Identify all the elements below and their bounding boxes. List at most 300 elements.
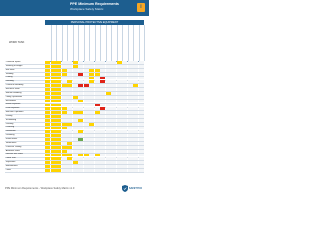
matrix-cell xyxy=(106,107,111,110)
matrix-cell xyxy=(67,69,72,72)
matrix-cell xyxy=(73,134,78,137)
matrix-cell xyxy=(106,115,111,118)
matrix-cell xyxy=(122,161,127,164)
matrix-cell xyxy=(117,61,122,64)
row-label: Manual Handling xyxy=(5,91,22,94)
matrix-cell xyxy=(67,157,72,160)
matrix-cell xyxy=(73,65,78,68)
row-label: Excavation xyxy=(5,99,16,102)
matrix-cell xyxy=(95,157,100,160)
matrix-cell xyxy=(111,77,116,80)
matrix-cell xyxy=(100,65,105,68)
matrix-cell xyxy=(95,142,100,145)
matrix-cell xyxy=(45,73,50,76)
matrix-cell xyxy=(67,138,72,141)
matrix-cell xyxy=(100,111,105,114)
matrix-cell xyxy=(45,165,50,168)
logo-text: SAFETYCO xyxy=(129,186,143,190)
matrix-cell xyxy=(78,169,83,172)
matrix-cell xyxy=(122,154,127,157)
matrix-cell xyxy=(122,107,127,110)
row-label: Demolition xyxy=(5,130,16,133)
matrix-cell xyxy=(73,161,78,164)
matrix-cell xyxy=(106,96,111,99)
matrix-cell xyxy=(128,107,133,110)
matrix-cell xyxy=(100,146,105,149)
matrix-cell xyxy=(111,138,116,141)
page-subtitle: Workplace Safety Matrix xyxy=(70,7,104,11)
matrix-cell xyxy=(89,115,94,118)
matrix-cell xyxy=(56,127,61,130)
matrix-cell xyxy=(111,157,116,160)
matrix-cell xyxy=(89,104,94,107)
matrix-cell xyxy=(111,115,116,118)
matrix-cell xyxy=(139,119,144,122)
matrix-cell xyxy=(100,96,105,99)
row-label: General Site Work xyxy=(5,153,23,156)
matrix-cell xyxy=(89,138,94,141)
matrix-cell xyxy=(111,146,116,149)
matrix-cell xyxy=(128,80,133,83)
matrix-cell xyxy=(62,104,67,107)
row-label: Inspection xyxy=(5,161,16,164)
matrix-cell xyxy=(67,134,72,137)
matrix-cell xyxy=(51,115,56,118)
matrix-cell xyxy=(84,134,89,137)
matrix-cell xyxy=(117,127,122,130)
matrix-cell xyxy=(122,96,127,99)
matrix-cell xyxy=(78,92,83,95)
matrix-cell xyxy=(84,88,89,91)
matrix-cell xyxy=(100,84,105,87)
matrix-cell xyxy=(51,134,56,137)
matrix-cell xyxy=(106,150,111,153)
matrix-cell xyxy=(117,150,122,153)
matrix-cell xyxy=(139,61,144,64)
matrix-cell xyxy=(95,161,100,164)
row-label: Plumbing xyxy=(5,134,15,137)
matrix-cell xyxy=(100,130,105,133)
matrix-cell xyxy=(62,123,67,126)
matrix-cell xyxy=(139,73,144,76)
matrix-cell xyxy=(51,84,56,87)
matrix-cell xyxy=(133,115,138,118)
matrix-cell xyxy=(45,123,50,126)
matrix-cell xyxy=(78,96,83,99)
matrix-cell xyxy=(117,96,122,99)
matrix-cell xyxy=(122,104,127,107)
matrix-cell xyxy=(89,169,94,172)
matrix-cell xyxy=(73,100,78,103)
matrix-cell xyxy=(51,130,56,133)
matrix-cell xyxy=(111,150,116,153)
matrix-cell xyxy=(45,84,50,87)
matrix-cell xyxy=(111,96,116,99)
matrix-cell xyxy=(128,100,133,103)
matrix-cell xyxy=(78,127,83,130)
matrix-cell xyxy=(84,146,89,149)
matrix-cell xyxy=(84,157,89,160)
matrix-cell xyxy=(139,77,144,80)
matrix-cell xyxy=(117,123,122,126)
matrix-cell xyxy=(84,169,89,172)
matrix-cell xyxy=(106,127,111,130)
matrix-cell xyxy=(106,88,111,91)
matrix-cell xyxy=(111,127,116,130)
matrix-cell xyxy=(89,88,94,91)
matrix-cell xyxy=(84,96,89,99)
matrix-cell xyxy=(84,154,89,157)
matrix-cell xyxy=(111,80,116,83)
matrix-cell xyxy=(139,65,144,68)
matrix-cell xyxy=(133,142,138,145)
matrix-cell xyxy=(78,154,83,157)
matrix-cell xyxy=(117,134,122,137)
matrix-cell xyxy=(133,146,138,149)
row-label: Asbestos Work xyxy=(5,149,20,152)
matrix-cell xyxy=(73,96,78,99)
matrix-cell xyxy=(73,73,78,76)
matrix-cell xyxy=(84,138,89,141)
matrix-cell xyxy=(133,134,138,137)
matrix-cell xyxy=(67,104,72,107)
matrix-cell xyxy=(56,142,61,145)
row-label: Grinding xyxy=(5,80,14,83)
matrix-cell xyxy=(73,69,78,72)
ppe-header-label: PERSONAL PROTECTIVE EQUIPMENT xyxy=(70,20,119,24)
matrix-cell xyxy=(117,154,122,157)
matrix-cell xyxy=(67,165,72,168)
matrix-cell xyxy=(122,130,127,133)
matrix-cell xyxy=(84,61,89,64)
matrix-cell xyxy=(62,84,67,87)
matrix-cell xyxy=(106,65,111,68)
matrix-cell xyxy=(100,154,105,157)
matrix-cell xyxy=(128,165,133,168)
matrix-cell xyxy=(45,80,50,83)
matrix-cell xyxy=(73,146,78,149)
matrix-cell xyxy=(73,119,78,122)
matrix-cell xyxy=(62,69,67,72)
matrix-cell xyxy=(122,88,127,91)
matrix-cell xyxy=(67,100,72,103)
matrix-cell xyxy=(117,161,122,164)
matrix-cell xyxy=(106,123,111,126)
matrix-cell xyxy=(122,61,127,64)
matrix-cell xyxy=(56,165,61,168)
matrix-cell xyxy=(62,127,67,130)
matrix-cell xyxy=(78,157,83,160)
matrix-cell xyxy=(67,61,72,64)
matrix-cell xyxy=(45,146,50,149)
matrix-cell xyxy=(133,73,138,76)
matrix-cell xyxy=(111,61,116,64)
matrix-cell xyxy=(139,134,144,137)
matrix-cell xyxy=(139,88,144,91)
matrix-cell xyxy=(128,134,133,137)
row-label: Machine Operation xyxy=(5,111,24,114)
matrix-cell xyxy=(117,165,122,168)
matrix-cell xyxy=(56,115,61,118)
matrix-cell xyxy=(122,69,127,72)
matrix-cell xyxy=(117,111,122,114)
matrix-cell xyxy=(100,80,105,83)
matrix-cell xyxy=(73,123,78,126)
matrix-cell xyxy=(51,65,56,68)
matrix-cell xyxy=(95,134,100,137)
matrix-cell xyxy=(45,104,50,107)
matrix-cell xyxy=(128,127,133,130)
matrix-cell xyxy=(100,169,105,172)
matrix-cell xyxy=(139,165,144,168)
matrix-cell xyxy=(111,123,116,126)
matrix-cell xyxy=(56,77,61,80)
matrix-cell xyxy=(51,127,56,130)
matrix-cell xyxy=(45,88,50,91)
matrix-cell xyxy=(133,100,138,103)
matrix-cell xyxy=(122,127,127,130)
matrix-cell xyxy=(84,111,89,114)
matrix-cell xyxy=(51,111,56,114)
matrix-cell xyxy=(95,127,100,130)
matrix-cell xyxy=(95,61,100,64)
matrix-cell xyxy=(84,115,89,118)
matrix-cell xyxy=(45,138,50,141)
matrix-cell xyxy=(111,169,116,172)
matrix-cell xyxy=(62,169,67,172)
matrix-cell xyxy=(56,100,61,103)
matrix-cell xyxy=(56,61,61,64)
matrix-cell xyxy=(78,61,83,64)
page xyxy=(0,0,149,198)
shield-logo-icon xyxy=(122,185,128,192)
row-label: Dust Exposure xyxy=(5,107,20,110)
matrix-cell xyxy=(139,80,144,83)
matrix-cell xyxy=(45,130,50,133)
matrix-cell xyxy=(128,119,133,122)
matrix-cell xyxy=(139,92,144,95)
matrix-cell xyxy=(56,157,61,160)
matrix-cell xyxy=(100,61,105,64)
matrix-cell xyxy=(139,154,144,157)
matrix-cell xyxy=(128,157,133,160)
matrix-cell xyxy=(100,77,105,80)
matrix-cell xyxy=(100,150,105,153)
matrix-cell xyxy=(95,138,100,141)
matrix-cell xyxy=(51,107,56,110)
matrix-cell xyxy=(95,73,100,76)
matrix-cell xyxy=(133,65,138,68)
matrix-cell xyxy=(133,161,138,164)
matrix-cell xyxy=(73,80,78,83)
matrix-cell xyxy=(51,104,56,107)
matrix-cell xyxy=(62,111,67,114)
matrix-cell xyxy=(67,169,72,172)
matrix-cell xyxy=(95,150,100,153)
matrix-cell xyxy=(45,92,50,95)
matrix-cell xyxy=(117,104,122,107)
matrix-cell xyxy=(100,69,105,72)
matrix-cell xyxy=(62,92,67,95)
matrix-cell xyxy=(45,96,50,99)
matrix-cell xyxy=(62,80,67,83)
matrix-cell xyxy=(111,142,116,145)
matrix-cell xyxy=(133,138,138,141)
matrix-cell xyxy=(128,142,133,145)
matrix-cell xyxy=(122,165,127,168)
matrix-cell xyxy=(128,138,133,141)
matrix-cell xyxy=(128,84,133,87)
matrix-cell xyxy=(95,92,100,95)
matrix-cell xyxy=(133,119,138,122)
matrix-cell xyxy=(139,157,144,160)
matrix-cell xyxy=(106,69,111,72)
matrix-cell xyxy=(56,138,61,141)
matrix-cell xyxy=(111,100,116,103)
matrix-cell xyxy=(117,138,122,141)
matrix-cell xyxy=(95,169,100,172)
matrix-cell xyxy=(89,107,94,110)
matrix-cell xyxy=(67,127,72,130)
matrix-cell xyxy=(56,169,61,172)
matrix-cell xyxy=(122,73,127,76)
matrix-cell xyxy=(51,146,56,149)
matrix-cell xyxy=(100,165,105,168)
matrix-cell xyxy=(67,142,72,145)
column-header xyxy=(139,25,146,61)
matrix-cell xyxy=(62,161,67,164)
matrix-cell xyxy=(133,69,138,72)
info-icon xyxy=(137,3,145,12)
matrix-cell xyxy=(73,169,78,172)
matrix-cell xyxy=(95,77,100,80)
matrix-cell xyxy=(100,88,105,91)
matrix-cell xyxy=(89,161,94,164)
matrix-cell xyxy=(95,111,100,114)
matrix-cell xyxy=(128,92,133,95)
matrix-cell xyxy=(62,138,67,141)
matrix-cell xyxy=(56,107,61,110)
matrix-cell xyxy=(95,80,100,83)
matrix-cell xyxy=(78,146,83,149)
row-label: Scaffolding xyxy=(5,118,17,121)
matrix-cell xyxy=(100,92,105,95)
row-label: Confined Space xyxy=(5,61,21,63)
row-label: Chemical Handling xyxy=(5,84,24,87)
matrix-cell xyxy=(51,73,56,76)
matrix-cell xyxy=(56,104,61,107)
matrix-cell xyxy=(106,138,111,141)
matrix-cell xyxy=(56,146,61,149)
matrix-cell xyxy=(56,150,61,153)
matrix-cell xyxy=(73,61,78,64)
matrix-cell xyxy=(106,169,111,172)
matrix-cell xyxy=(133,80,138,83)
matrix-cell xyxy=(122,169,127,172)
matrix-cell xyxy=(139,123,144,126)
matrix-cell xyxy=(73,104,78,107)
row-label: Cutting xyxy=(5,76,13,79)
matrix-cell xyxy=(100,100,105,103)
matrix-cell xyxy=(117,80,122,83)
matrix-cell xyxy=(51,161,56,164)
matrix-cell xyxy=(78,134,83,137)
matrix-cell xyxy=(78,119,83,122)
matrix-cell xyxy=(117,73,122,76)
matrix-cell xyxy=(95,130,100,133)
matrix-cell xyxy=(73,111,78,114)
matrix-cell xyxy=(133,84,138,87)
matrix-cell xyxy=(128,123,133,126)
matrix-cell xyxy=(45,119,50,122)
matrix-cell xyxy=(106,157,111,160)
matrix-cell xyxy=(62,150,67,153)
matrix-cell xyxy=(89,134,94,137)
matrix-cell xyxy=(89,84,94,87)
matrix-cell xyxy=(117,157,122,160)
matrix-cell xyxy=(100,161,105,164)
matrix-cell xyxy=(106,80,111,83)
matrix-cell xyxy=(117,146,122,149)
matrix-cell xyxy=(95,119,100,122)
matrix-cell xyxy=(67,77,72,80)
matrix-cell xyxy=(89,154,94,157)
matrix-cell xyxy=(73,142,78,145)
matrix-cell xyxy=(111,73,116,76)
matrix-cell xyxy=(133,77,138,80)
matrix-cell xyxy=(89,119,94,122)
matrix-cell xyxy=(122,100,127,103)
badge-glyph: i xyxy=(140,4,142,10)
matrix-cell xyxy=(56,123,61,126)
matrix-cell xyxy=(106,104,111,107)
matrix-cell xyxy=(111,104,116,107)
matrix-cell xyxy=(111,161,116,164)
matrix-cell xyxy=(133,107,138,110)
matrix-cell xyxy=(78,69,83,72)
matrix-cell xyxy=(78,130,83,133)
matrix-cell xyxy=(89,65,94,68)
matrix-cell xyxy=(67,161,72,164)
matrix-cell xyxy=(95,154,100,157)
matrix-cell xyxy=(139,142,144,145)
matrix-cell xyxy=(89,80,94,83)
matrix-cell xyxy=(67,111,72,114)
matrix-cell xyxy=(89,100,94,103)
matrix-cell xyxy=(45,157,50,160)
matrix-cell xyxy=(45,61,50,64)
matrix-cell xyxy=(100,138,105,141)
matrix-cell xyxy=(106,111,111,114)
matrix-cell xyxy=(89,73,94,76)
row-label: Painting xyxy=(5,122,14,125)
matrix-cell xyxy=(117,100,122,103)
matrix-cell xyxy=(100,119,105,122)
matrix-cell xyxy=(67,84,72,87)
matrix-cell xyxy=(78,123,83,126)
matrix-cell xyxy=(73,127,78,130)
matrix-cell xyxy=(89,142,94,145)
matrix-cell xyxy=(100,142,105,145)
matrix-cell xyxy=(62,96,67,99)
matrix-cell xyxy=(84,123,89,126)
matrix-cell xyxy=(78,73,83,76)
matrix-cell xyxy=(128,69,133,72)
matrix-cell xyxy=(89,69,94,72)
matrix-cell xyxy=(84,77,89,80)
matrix-cell xyxy=(128,150,133,153)
matrix-cell xyxy=(67,96,72,99)
